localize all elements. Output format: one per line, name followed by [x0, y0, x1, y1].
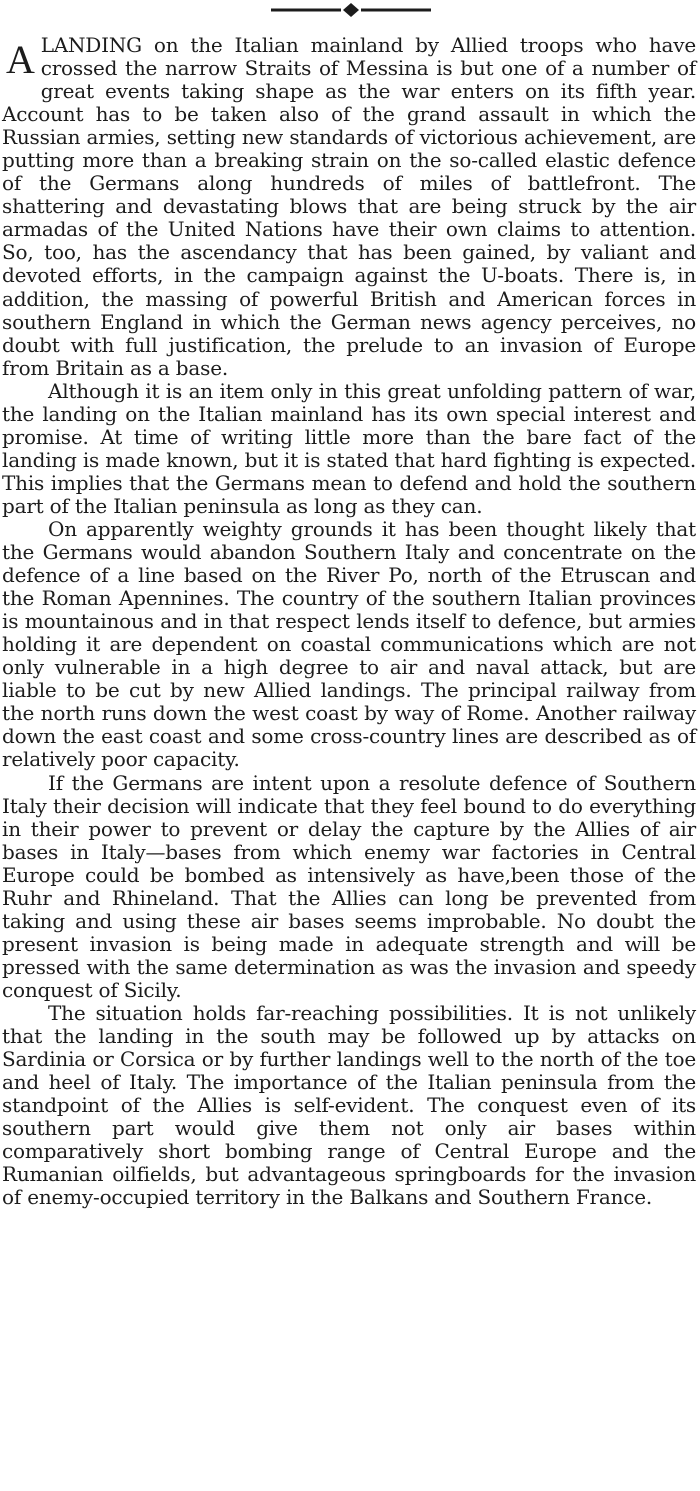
article-paragraph-3: On apparently weighty grounds it has been thought likely that the Germans would abandon Southern Italy and concentrate on the defence of a line based on the River Po, north of the Etruscan and the Roman Apennines. The country of the southern Italian provinces is mountainous and in that respect lends itself to defence, but armies holding it are dependent on coastal communications which are not only vulnerable in a high degree to air and naval attack, but are liable to be cut by new Allied landings. The principal railway from the north runs down the west coast by way of Rome. Another railway down the east coast and some cross-country lines are described as of relatively poor capacity. [2, 516, 696, 772]
article-paragraph-5: The situation holds far-reaching possibilities. It is not unlikely that the landing in the south may be followed up by attacks on Sardinia or Corsica or by further landings well to the north of the toe and heel of Italy. The importance of the Italian peninsula from the standpoint of the Allies is self-evident. The conquest even of its southern part would give them not only air bases within comparatively short bombing range of Central Europe and the Rumanian oilfields, but advantageous springboards for the invasion of enemy-occupied territory in the Balkans and Southern France. [2, 1000, 696, 1210]
paragraph-text: LANDING on the Italian mainland by Allied troops who have crossed the narrow Straits of Messina is but one of a number of great events taking shape as the war enters on its fifth year. Account has to be taken also of the grand assault in which the Russian armies, setting new standards of victorious achievement, are putting more than a breaking strain on the so-called elastic defence of the Germans along hundreds of miles of battlefront. The shattering and devastating blows that are being struck by the air armadas of the United Nations have their own claims to attention. So, too, has the ascendancy that has been gained, by valiant and devoted efforts, in the campaign against the U-boats. There is, in addition, the massing of powerful British and American forces in southern England in which the German news agency perceives, no doubt with full justification, the prelude to an invasion of Europe from Britain as a base. [2, 33, 696, 380]
drop-cap: A [6, 37, 35, 82]
editorial-article [2, 34, 696, 1209]
article-paragraph-1 [2, 34, 696, 380]
article-paragraph-4: If the Germans are intent upon a resolute defence of Southern Italy their decision will indicate that they feel bound to do everything in their power to prevent or delay the capture by the Allies of air bases in Italy—bases from which enemy war factories in Central Europe could be bombed as intensively as have,been those of the Ruhr and Rhineland. That the Allies can long be prevented from taking and using these air bases seems improbable. No doubt the present invasion is being made in adequate strength and will be pressed with the same determination as was the invasion and speedy conquest of Sicily. [2, 770, 696, 1002]
article-paragraph-2: Although it is an item only in this great unfolding pattern of war, the landing on the Italian mainland has its own special interest and promise. At time of writing little more than the bare fact of the landing is made known, but it is stated that hard fighting is expected. This implies that the Germans mean to defend and hold the southern part of the Italian peninsula as long as they can. [2, 378, 696, 518]
rule-with-diamond-icon [271, 3, 431, 17]
